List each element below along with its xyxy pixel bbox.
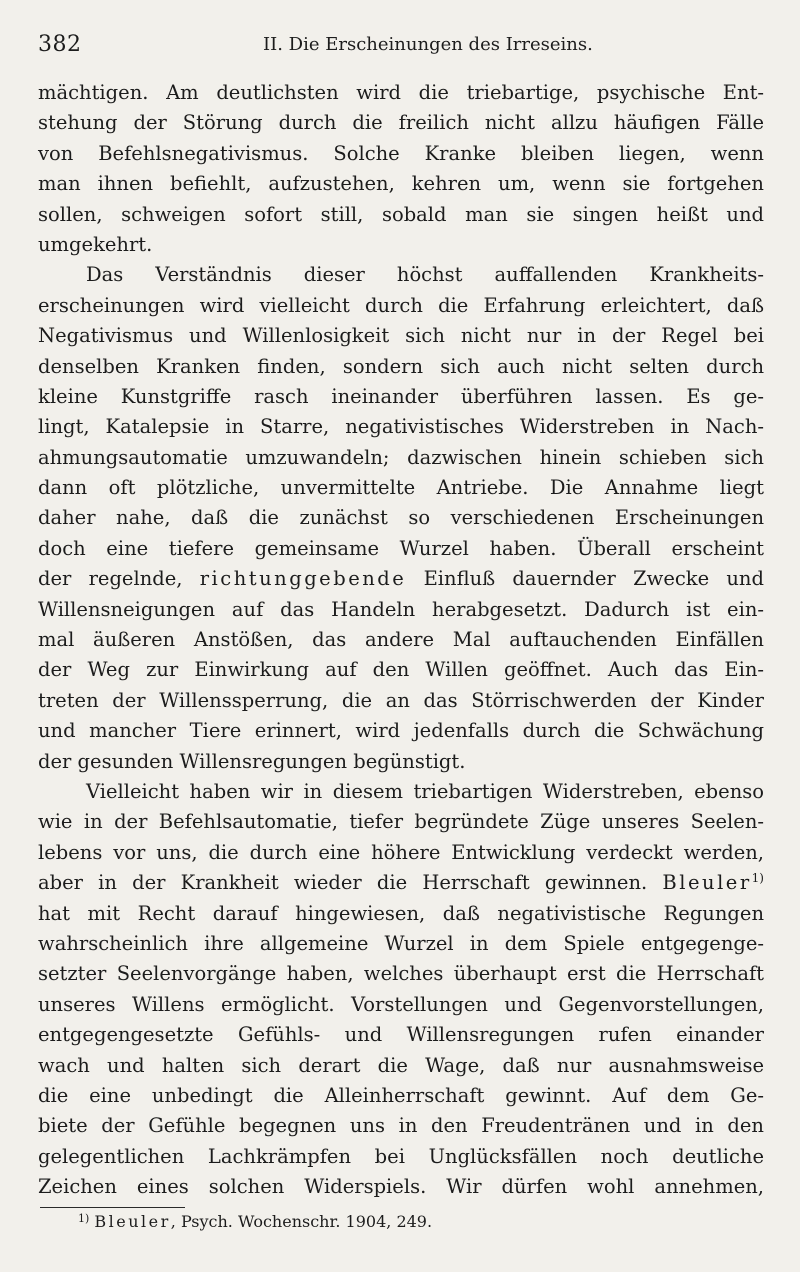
text-segment: aber in der Krankheit wieder die Herrschaft gewinnen.: [38, 871, 663, 895]
text-line: umgekehrt.: [38, 232, 153, 256]
text-line: man ihnen befiehlt, aufzustehen, kehren um, wenn sie fortgehen: [38, 172, 764, 196]
text-line: der Weg zur Einwirkung auf den Willen geöffnet. Auch das Ein-: [38, 658, 764, 682]
text-line: biete der Gefühle begegnen uns in den Freudentränen und in den: [38, 1114, 764, 1138]
text-line: die eine unbedingt die Alleinherrschaft gewinnt. Auf dem Ge-: [38, 1083, 764, 1107]
text-line: doch eine tiefere gemeinsame Wurzel haben. Überall erscheint: [38, 536, 764, 560]
text-line: [38, 868, 764, 898]
text-line: wach und halten sich derart die Wage, daß nur ausnahmsweise: [38, 1053, 764, 1077]
text-line: wahrscheinlich ihre allgemeine Wurzel in dem Spiele entgegenge-: [38, 931, 764, 955]
body-text: [38, 78, 764, 1202]
text-segment: der regelnde,: [38, 567, 200, 591]
footnote-marker: 1): [78, 1212, 90, 1225]
text-line: ahmungsautomatie umzuwandeln; dazwischen hinein schieben sich: [38, 445, 764, 469]
text-line: erscheinungen wird vielleicht durch die Erfahrung erleichtert, daß: [38, 293, 764, 317]
footnote-divider: [40, 1207, 185, 1208]
text-line: mächtigen. Am deutlichsten wird die triebartige, psychische Ent-: [38, 81, 764, 104]
text-segment: Einfluß dauernder Zwecke und: [406, 567, 764, 591]
text-line: Willensneigungen auf das Handeln herabgesetzt. Dadurch ist ein-: [38, 597, 764, 621]
text-line: wie in der Befehlsautomatie, tiefer begründete Züge unseres Seelen-: [38, 810, 764, 834]
text-line: lebens vor uns, die durch eine höhere Entwicklung verdeckt werden,: [38, 840, 764, 864]
text-line: der gesunden Willensregungen begünstigt.: [38, 749, 466, 773]
text-line: stehung der Störung durch die freilich nicht allzu häufigen Fälle: [38, 111, 764, 135]
text-line: Negativismus und Willenlosigkeit sich nicht nur in der Regel bei: [38, 324, 764, 348]
text-line: Das Verständnis dieser höchst auffallenden Krankheits-: [86, 263, 764, 287]
text-line: kleine Kunstgriffe rasch ineinander überführen lassen. Es ge-: [38, 384, 764, 408]
text-line: denselben Kranken finden, sondern sich auch nicht selten durch: [38, 354, 764, 378]
page-header: [38, 30, 760, 66]
text-line: Vielleicht haben wir in diesem triebartigen Widerstreben, ebenso: [86, 779, 764, 803]
footnote-author: Bleuler: [94, 1212, 171, 1231]
page-number: 382: [38, 32, 82, 57]
emphasized-text: Bleuler: [662, 871, 752, 895]
text-line: sollen, schweigen sofort still, sobald man sie singen heißt und: [38, 202, 764, 226]
footnote-text: , Psych. Wochenschr. 1904, 249.: [170, 1212, 433, 1231]
footnote-reference: 1): [751, 871, 764, 886]
text-line: und mancher Tiere erinnert, wird jedenfalls durch die Schwächung: [38, 719, 764, 743]
text-line: dann oft plötzliche, unvermittelte Antriebe. Die Annahme liegt: [38, 476, 764, 500]
text-line: setzter Seelenvorgänge haben, welches überhaupt erst die Herrschaft: [38, 962, 764, 986]
running-title: II. Die Erscheinungen des Irreseins.: [263, 34, 593, 55]
text-line: [38, 564, 764, 594]
text-line: mal äußeren Anstößen, das andere Mal auftauchenden Einfällen: [38, 628, 764, 652]
text-line: daher nahe, daß die zunächst so verschiedenen Erscheinungen: [38, 506, 764, 530]
text-line: entgegengesetzte Gefühls- und Willensregungen rufen einander: [38, 1023, 764, 1047]
footnote: [78, 1212, 432, 1231]
text-line: gelegentlichen Lachkrämpfen bei Unglücksfällen noch deutliche: [38, 1144, 764, 1168]
text-line: hat mit Recht darauf hingewiesen, daß negativistische Regungen: [38, 901, 764, 925]
text-line: treten der Willenssperrung, die an das Störrischwerden der Kinder: [38, 688, 764, 712]
text-line: lingt, Katalepsie in Starre, negativistisches Widerstreben in Nach-: [38, 415, 764, 439]
text-line: Zeichen eines solchen Widerspiels. Wir dürfen wohl annehmen,: [38, 1175, 764, 1199]
emphasized-text: richtunggebende: [199, 567, 407, 591]
text-line: von Befehlsnegativismus. Solche Kranke bleiben liegen, wenn: [38, 141, 764, 165]
text-line: unseres Willens ermöglicht. Vorstellungen und Gegenvorstellungen,: [38, 992, 764, 1016]
